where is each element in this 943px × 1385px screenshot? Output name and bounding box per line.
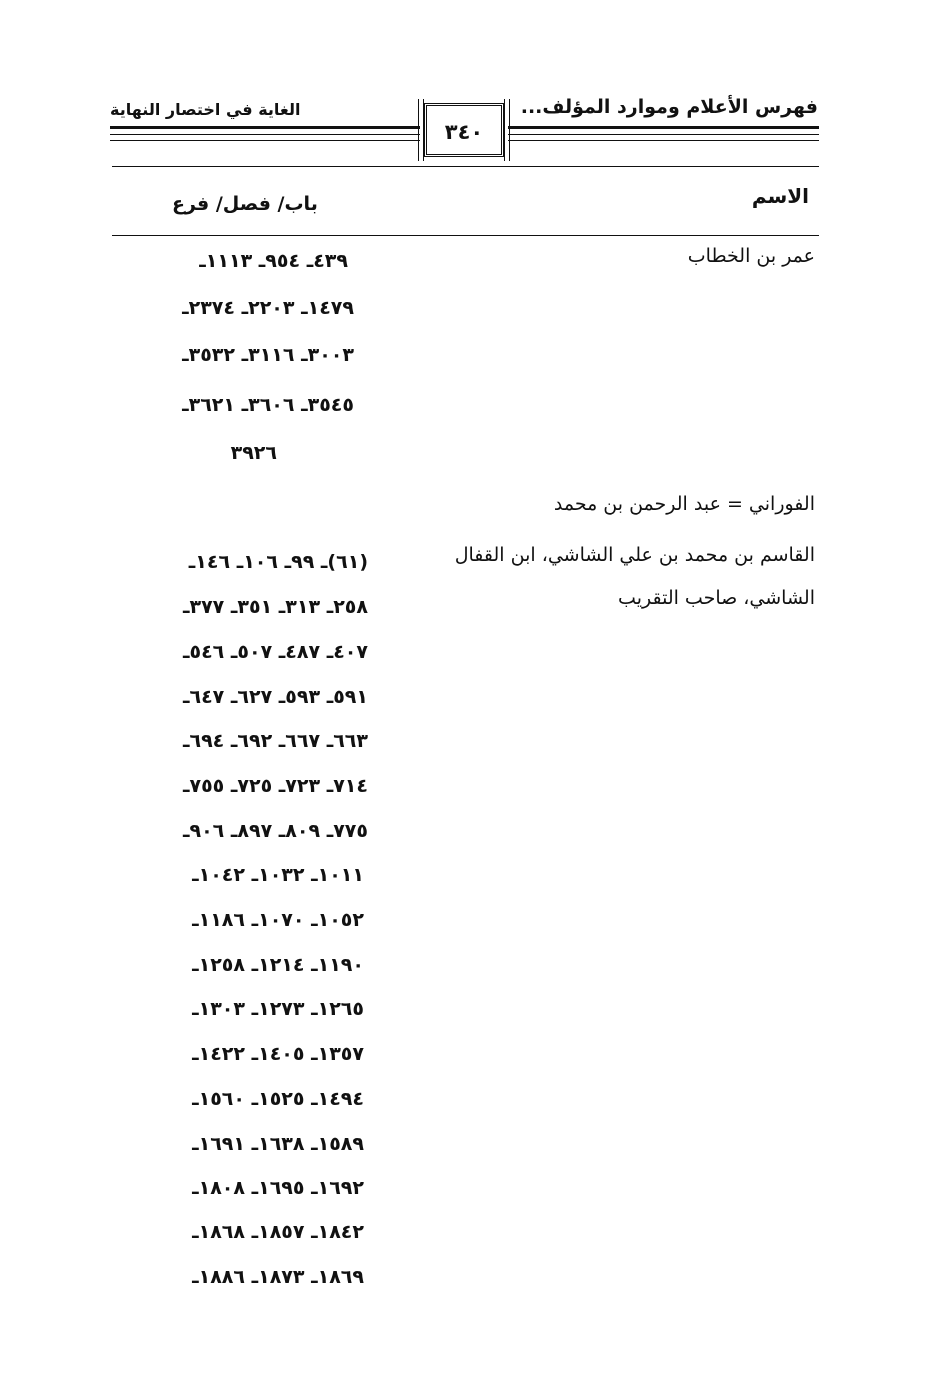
page-number-frame (424, 103, 504, 157)
header-rule-thin-left (110, 134, 420, 135)
header-rule-thin-right-2 (508, 140, 819, 141)
reference-line: ١٢٦٥ـ ١٢٧٣ـ ١٣٠٣ـ (192, 998, 364, 1020)
reference-line: ١٣٥٧ـ ١٤٠٥ـ ١٤٢٢ـ (192, 1043, 364, 1065)
reference-line: ١٠٥٢ـ ١٠٧٠ـ ١١٨٦ـ (192, 909, 364, 931)
page-number: ٣٤٠ (444, 120, 484, 144)
reference-line: ٢٥٨ـ ٣١٣ـ ٣٥١ـ ٣٧٧ـ (182, 596, 368, 618)
header-rule-thin-right (508, 134, 819, 135)
reference-line: ٥٩١ـ ٥٩٣ـ ٦٢٧ـ ٦٤٧ـ (182, 686, 368, 708)
entry-name: القاسم بن محمد بن علي الشاشي، ابن القفال (454, 544, 815, 566)
column-header-reference: باب/ فصل/ فرع (172, 193, 318, 215)
reference-line: ٦٦٣ـ ٦٦٧ـ ٦٩٢ـ ٦٩٤ـ (182, 730, 368, 752)
header-rule-thick-right (508, 126, 819, 129)
header-rule-thin-left-2 (110, 140, 420, 141)
entry-name: عمر بن الخطاب (687, 245, 815, 267)
reference-line: ١٤٧٩ـ ٢٢٠٣ـ ٢٣٧٤ـ (182, 297, 354, 319)
header-rule-thick-left (110, 126, 420, 129)
reference-line: ١٤٩٤ـ ١٥٢٥ـ ١٥٦٠ـ (192, 1088, 364, 1110)
reference-line: ١٨٦٩ـ ١٨٧٣ـ ١٨٨٦ـ (192, 1266, 364, 1288)
reference-line: ٧١٤ـ ٧٢٣ـ ٧٢٥ـ ٧٥٥ـ (182, 775, 368, 797)
running-header-right: فهرس الأعلام وموارد المؤلف... (520, 96, 818, 118)
reference-line: ٤٠٧ـ ٤٨٧ـ ٥٠٧ـ ٥٤٦ـ (182, 641, 368, 663)
reference-line: ٤٣٩ـ ٩٥٤ـ ١١١٣ـ (199, 250, 348, 272)
reference-line: ١٨٤٢ـ ١٨٥٧ـ ١٨٦٨ـ (192, 1221, 364, 1243)
reference-line: (٦١)ـ ٩٩ـ ١٠٦ـ ١٤٦ـ (188, 551, 368, 573)
reference-line: ٣٩٢٦ (230, 442, 277, 464)
table-top-rule (112, 166, 819, 167)
reference-line: ١٥٨٩ـ ١٦٣٨ـ ١٦٩١ـ (192, 1133, 364, 1155)
reference-line: ٣٥٤٥ـ ٣٦٠٦ـ ٣٦٢١ـ (182, 394, 354, 416)
reference-line: ٣٠٠٣ـ ٣١١٦ـ ٣٥٣٢ـ (182, 344, 354, 366)
reference-line: ١٦٩٢ـ ١٦٩٥ـ ١٨٠٨ـ (192, 1177, 364, 1199)
entry-name: الفوراني = عبد الرحمن بن محمد (553, 493, 815, 515)
entry-name-continued: الشاشي، صاحب التقريب (618, 587, 815, 609)
reference-line: ١١٩٠ـ ١٢١٤ـ ١٢٥٨ـ (192, 954, 364, 976)
column-header-name: الاسم (751, 184, 809, 208)
reference-line: ٧٧٥ـ ٨٠٩ـ ٨٩٧ـ ٩٠٦ـ (182, 820, 368, 842)
running-header-left: الغاية في اختصار النهاية (110, 100, 301, 119)
reference-line: ١٠١١ـ ١٠٣٢ـ ١٠٤٢ـ (192, 864, 364, 886)
